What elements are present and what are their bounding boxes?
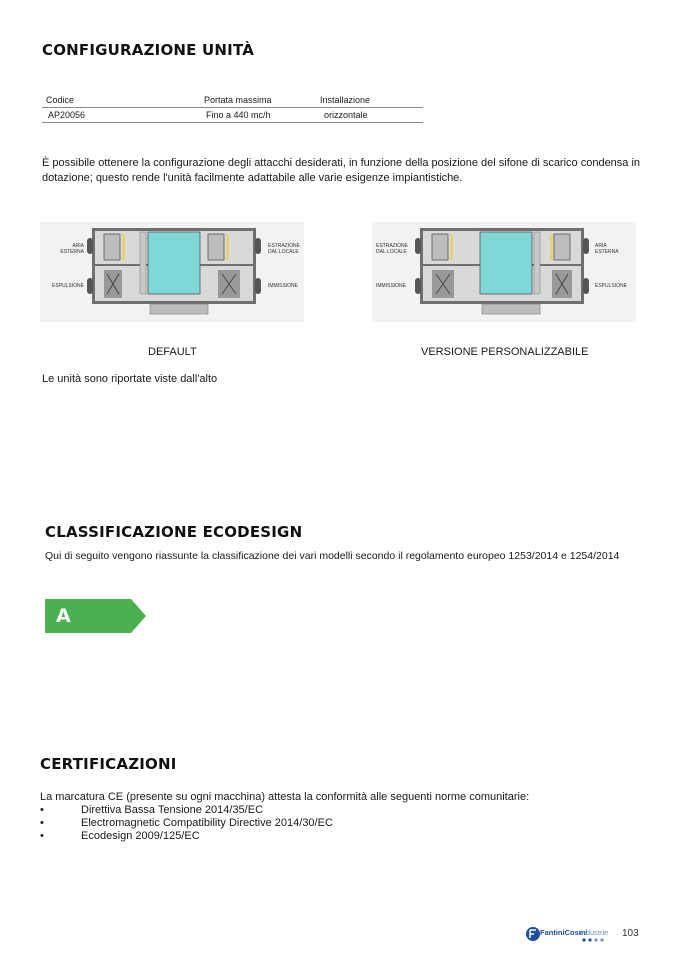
config-table <box>42 93 423 123</box>
table-header-cell: Portata massima <box>200 93 316 108</box>
diagram-label: ESPULSIONE <box>52 283 84 289</box>
diagram-caption-custom: VERSIONE PERSONALIZZABILE <box>421 346 589 358</box>
cert-intro: La marcatura CE (presente su ogni macchina) attesta la conformità alle seguenti norme comunitarie: <box>40 791 530 803</box>
diagram-default <box>40 222 304 322</box>
section-title-ecodesign: CLASSIFICAZIONE ECODESIGN <box>45 523 303 541</box>
cert-item-text: Direttiva Bassa Tensione 2014/35/EC <box>81 804 264 816</box>
section-title-certificazioni: CERTIFICAZIONI <box>40 755 177 773</box>
cert-item-text: Electromagnetic Compatibility Directive 2014/30/EC <box>81 817 333 829</box>
cert-list <box>40 804 333 843</box>
table-row <box>42 108 423 123</box>
brand-name: FantiniCosmi <box>540 928 588 937</box>
diagram-label: ESPULSIONE <box>595 283 627 289</box>
bullet: • <box>40 817 44 829</box>
brand-logo-icon <box>526 927 540 941</box>
table-cell: AP20056 <box>42 108 200 123</box>
section-title-configurazione: CONFIGURAZIONE UNITÀ <box>42 41 255 59</box>
energy-class-label: A <box>56 605 71 627</box>
config-description: È possibile ottenere la configurazione degli attacchi desiderati, in funzione della posizione del sifone di scarico condensa in dotazione; questo rende l'unità facilmente adattabile alle varie esigenze impiantistiche. <box>42 157 641 184</box>
bullet: • <box>40 804 44 816</box>
table-cell: orizzontale <box>316 108 423 123</box>
diagram-caption-default: DEFAULT <box>148 346 197 358</box>
table-header-row <box>42 93 423 108</box>
table-header-cell: Installazione <box>316 93 423 108</box>
brand-suffix: industrie <box>580 928 609 937</box>
diagram-label: IMMISSIONE <box>268 283 299 289</box>
page-number: 103 <box>622 928 639 939</box>
diagram-label: ESTRAZIONE DAL LOCALE <box>268 243 300 255</box>
list-item <box>40 804 333 817</box>
list-item <box>40 830 333 843</box>
table-cell: Fino a 440 mc/h <box>200 108 316 123</box>
diagram-label: ESTRAZIONE DAL LOCALE <box>376 243 408 255</box>
diagram-label: IMMISSIONE <box>376 283 407 289</box>
ecodesign-description: Qui di seguito vengono riassunte la classificazione dei vari modelli secondo il regolamento europeo 1253/2014 e 1254/2014 <box>45 550 620 562</box>
bullet: • <box>40 830 44 842</box>
cert-item-text: Ecodesign 2009/125/EC <box>81 830 200 842</box>
config-note: Le unità sono riportate viste dall'alto <box>42 373 218 385</box>
list-item <box>40 817 333 830</box>
diagram-custom <box>372 222 636 322</box>
brand-logo <box>526 926 609 944</box>
table-header-cell: Codice <box>42 93 200 108</box>
diagram-label: ARIA ESTERNA <box>595 243 619 255</box>
diagram-label: ARIA ESTERNA <box>60 243 84 255</box>
brand-dots-icon <box>582 938 606 942</box>
